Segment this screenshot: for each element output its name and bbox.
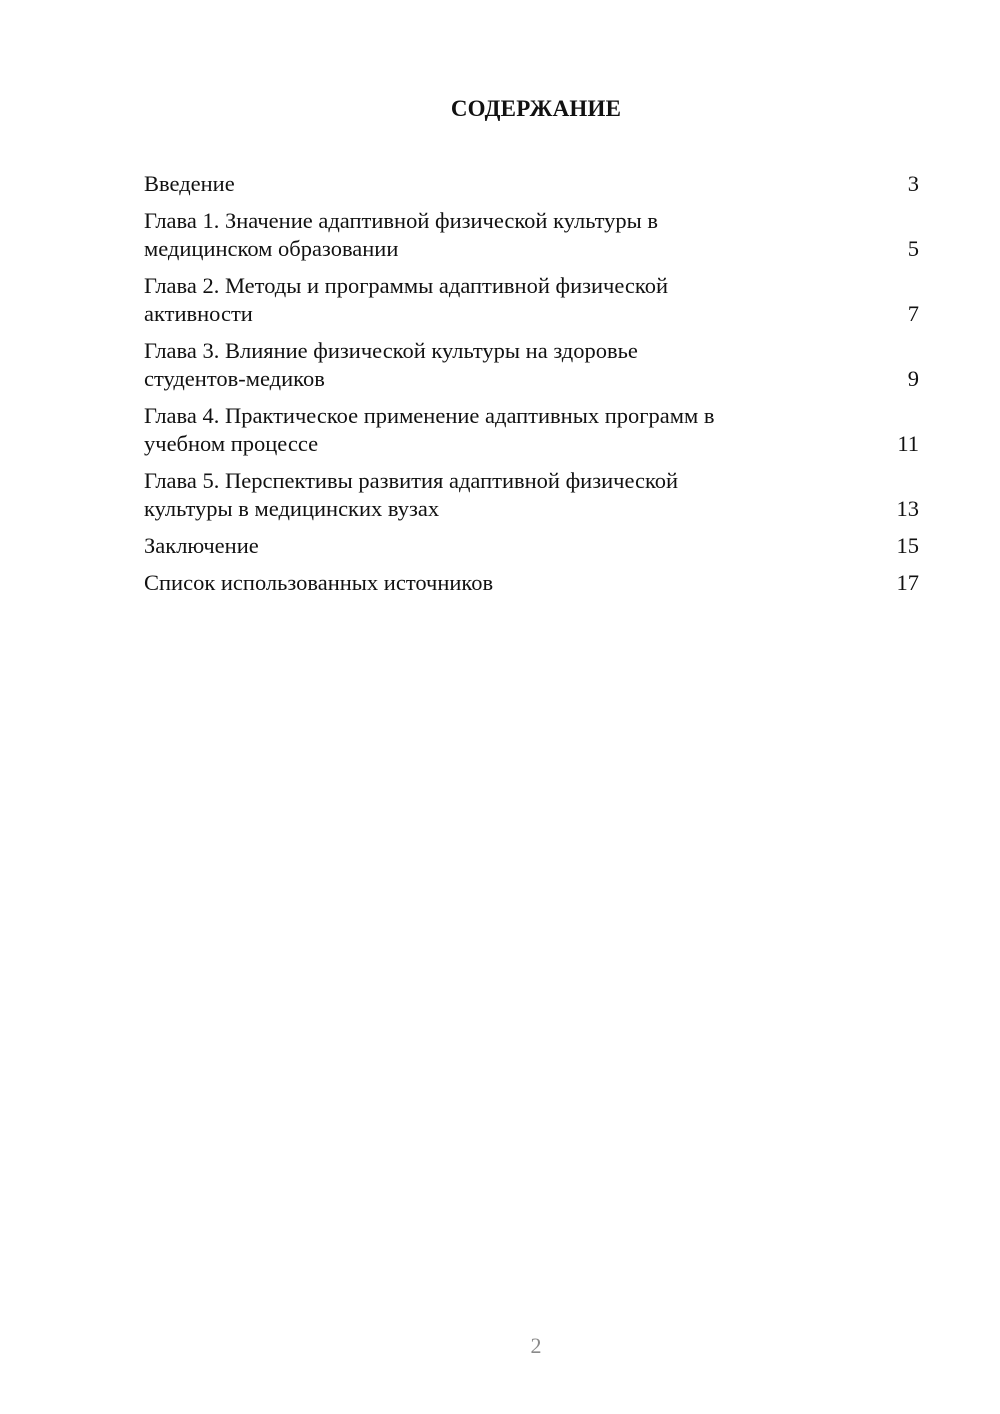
toc-entry-text: Глава 4. Практическое применение адаптивных программ в учебном процессе — [144, 403, 715, 456]
toc-entry-page: 15 — [896, 533, 919, 558]
toc-entry-text: Глава 2. Методы и программы адаптивной физической активности — [144, 273, 668, 326]
toc-entry-chapter-1 — [144, 207, 919, 263]
toc-entry-page: 7 — [907, 301, 919, 326]
toc-entry-introduction — [144, 170, 919, 198]
toc-entry-chapter-4 — [144, 402, 919, 458]
toc-entry-text: Глава 3. Влияние физической культуры на здоровье студентов-медиков — [144, 338, 638, 391]
toc-entry-page: 3 — [907, 171, 919, 196]
toc-entry-conclusion — [144, 532, 919, 560]
page-number: 2 — [530, 1333, 542, 1358]
page-title: СОДЕРЖАНИЕ — [450, 96, 622, 121]
toc-entry-references — [144, 569, 919, 597]
toc-entry-text: Глава 5. Перспективы развития адаптивной физической культуры в медицинских вузах — [144, 468, 679, 521]
toc-entry-text: Заключение — [144, 533, 259, 558]
toc-entry-chapter-5 — [144, 467, 919, 523]
toc-entry-chapter-2 — [144, 272, 919, 328]
toc-entry-text: Глава 1. Значение адаптивной физической культуры в медицинском образовании — [144, 208, 658, 261]
toc-entry-chapter-3 — [144, 337, 919, 393]
toc-entry-page: 9 — [907, 366, 919, 391]
toc-entry-text: Список использованных источников — [144, 570, 494, 595]
toc-entry-page: 17 — [896, 570, 919, 595]
toc-entry-page: 13 — [896, 496, 919, 521]
table-of-contents — [144, 170, 919, 606]
toc-entry-text: Введение — [144, 171, 235, 196]
toc-entry-page: 5 — [907, 236, 919, 261]
toc-entry-page: 11 — [897, 431, 919, 456]
